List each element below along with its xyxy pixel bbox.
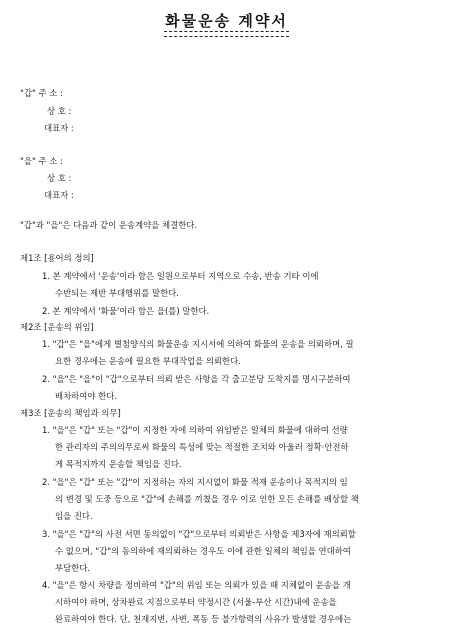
- article-3-clause-4: 4. "을"은 항시 차량을 정비하여 "갑"의 위임 또는 의뢰가 있을 때 지체없이 운송을 개: [42, 580, 351, 590]
- party-a-representative-label: 대표자 :: [44, 123, 74, 133]
- article-3-clause-3: 3. "을"은 "갑"의 사전 서면 동의없이 "갑"으로부터 의뢰받은 사항을 제3자에 재의뢰할: [42, 529, 356, 539]
- article-1-clause-1-cont: 수반되는 제반 부대행위를 말한다.: [55, 288, 179, 298]
- article-2-clause-2-cont: 배차하여야 한다.: [55, 391, 117, 401]
- article-1-clause-1: 1. 본 계약에서 '운송'이라 함은 일원으로부터 지역으로 수송, 반송 기타 이에: [42, 271, 319, 281]
- party-a-company-label: 상 호 :: [47, 106, 72, 116]
- article-3-clause-2-cont2: 임을 진다.: [55, 511, 93, 521]
- article-2-clause-1-cont: 요한 경우에는 운송에 필요한 부대작업을 의뢰한다.: [55, 356, 241, 366]
- party-b-address-label: "을" 주 소 :: [20, 156, 63, 166]
- article-3-clause-4-cont: 시하여야 하며, 상차완료 지점으로부터 약정시간 (서울-부산 시간)내에 운송을: [55, 597, 337, 607]
- article-3-clause-2-cont: 의 변경 및 도중 등으로 "갑"에 손해를 끼쳤을 경우 이로 인한 모든 손해를 배상할 책: [55, 494, 359, 504]
- article-2-clause-2: 2. "을"은 "을"이 "갑"으로부터 의뢰 받은 사항을 각 출고분당 도착지를 명시구분하여: [42, 374, 351, 384]
- article-3-clause-2: 2. "을"은 "갑" 또는 "갑"이 지정하는 자의 지시없이 화물 적재 운송이나 목적지의 임: [42, 477, 348, 487]
- article-2-clause-1: 1. "갑"은 "을"에게 별첨양식의 화물운송 지시서에 의하여 화물의 운송을 의뢰하며, 필: [42, 339, 354, 349]
- article-3-clause-1: 1. "을"은 "갑" 또는 "갑"이 지정한 자에 의하여 위임받은 일체의 화물에 대하여 선량: [42, 425, 348, 435]
- party-b-company-label: 상 호 :: [47, 173, 72, 183]
- article-3-clause-3-cont2: 부담한다.: [55, 563, 91, 573]
- article-3-clause-4-cont2: 완료하여야 한다. 단, 천재지변, 사변, 폭동 등 불가항력의 사유가 발생할 경우에는: [55, 614, 352, 624]
- article-3-clause-1-cont: 한 관리자의 주의의무로써 화물의 특성에 맞는 적절한 조치와 아울러 정확·안전하: [55, 442, 349, 452]
- article-1-clause-2: 2. 본 계약에서 '화물'이라 함은 을(를) 말한다.: [42, 306, 210, 316]
- title-underline: [164, 31, 289, 37]
- party-b-representative-label: 대표자 :: [44, 190, 74, 200]
- article-3-clause-3-cont: 수 없으며, "갑"의 동의하에 재의뢰하는 경우도 이에 관한 일체의 책임을 연대하여: [55, 546, 351, 556]
- article-2-heading: 제2조 [운송의 위임]: [20, 322, 94, 332]
- article-1-heading: 제1조 [용어의 정의]: [20, 253, 94, 263]
- intro-statement: "갑"과 "을"은 다음과 같이 운송계약을 체결한다.: [20, 220, 198, 230]
- party-a-address-label: "갑" 주 소 :: [20, 88, 63, 98]
- article-3-clause-1-cont2: 게 목적지까지 운송할 책임을 진다.: [55, 459, 182, 469]
- article-3-heading: 제3조 [운송의 책임과 의무]: [20, 408, 121, 418]
- document-title: 화물운송 계약서: [165, 12, 288, 30]
